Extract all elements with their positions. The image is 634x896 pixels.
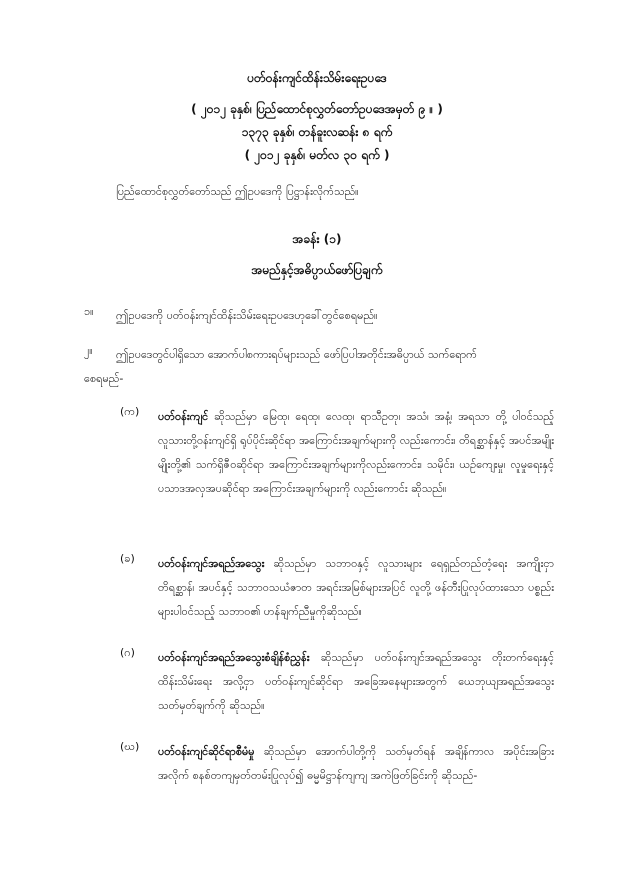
definition-ka — [0, 405, 634, 545]
enactment-clause: ပြည်ထောင်စုလွှတ်တော်သည် ဤဥပဒေကို ပြဋ္ဌာန်းလိုက်သည်။ — [116, 185, 359, 198]
definition-text: ဆိုသည်မှာ သဘာဝနှင့် လူသားများ ရေရှည်တည်တံ့ရေး အကျိုးငှာ တိရစ္ဆာန်၊ အပင်နှင့် သဘာဝသယံဇာတ အရင်းအမြစ်များအပြင် လူတို့ ဖန်တီးပြုလုပ်ထားသော ပစ္စည်းများပါဝင်သည့် သဘာဝ၏ ဟန်ချက်ညီမှုကိုဆိုသည်။ — [158, 557, 554, 618]
definition-body — [158, 552, 554, 624]
definition-body — [158, 646, 554, 718]
definition-number: (ခ) — [120, 552, 135, 565]
definition-text: ဆိုသည်မှာ အောက်ပါတို့ကို သတ်မှတ်ရန် အချိန်ကာလ အပိုင်းအခြားအလိုက် စနစ်တကျမှတ်တမ်းပြုလုပ်၍ ဓမ္မမိဋ္ဌာန်ကျကျ အကဲဖြတ်ခြင်းကို ဆိုသည်- — [158, 745, 554, 782]
section-text: ဤဥပဒေကို ပတ်ဝန်းကျင်ထိန်းသိမ်းရေးဥပဒေဟုခေါ်တွင်စေရမည်။ — [116, 309, 378, 322]
law-title: ပတ်ဝန်းကျင်ထိန်းသိမ်းရေးဥပဒေ — [247, 71, 387, 85]
definition-body — [158, 740, 554, 788]
section-text: ဤဥပဒေတွင်ပါရှိသော အောက်ပါစကားရပ်များသည် ဖော်ပြပါအတိုင်းအဓိပ္ပာယ် သက်ရောက် — [116, 348, 477, 361]
section-number: ၁။ — [84, 305, 94, 318]
law-number: ( ၂၀၁၂ ခုနှစ်၊ ပြည်ထောင်စုလွှတ်တော်ဥပဒေအမှတ် ၉ ။ ) — [191, 102, 443, 116]
definition-number: (က) — [120, 405, 140, 418]
section-number: ၂။ — [84, 344, 93, 357]
myanmar-date: ၁၃၇၃ ခုနှစ်၊ တန်ခူးလဆန်း ၈ ရက် — [241, 125, 393, 139]
chapter-label: အခန်း (၁) — [292, 232, 342, 246]
definition-number: (ဂ) — [120, 646, 135, 659]
definition-body — [158, 405, 554, 501]
definition-kha — [0, 552, 634, 632]
section-continuation: စေရမည်- — [84, 372, 124, 385]
definition-term: ပတ်ဝန်းကျင်အရည်အသွေး — [158, 557, 265, 570]
definition-number: (ဃ) — [120, 740, 140, 753]
chapter-title: အမည်နှင့်အဓိပ္ပာယ်ဖော်ပြချက် — [251, 263, 383, 277]
definition-term: ပတ်ဝန်းကျင်အရည်အသွေးစံချိန်စံညွှန်း — [158, 651, 310, 664]
definition-term: ပတ်ဝန်းကျင် — [158, 410, 209, 423]
definition-text: ဆိုသည်မှာ ပတ်ဝန်းကျင်အရည်အသွေး တိုးတက်ရေးနှင့် ထိန်းသိမ်းရေး အလို့ငှာ ပတ်ဝန်းကျင်ဆိုင်ရာ အခြေအနေများအတွက် ယေဘုယျအရည်အသွေး သတ်မှတ်ချက်ကို ဆိုသည်။ — [158, 651, 554, 712]
definition-term: ပတ်ဝန်းကျင်ဆိုင်ရာစီမံမှု — [158, 745, 255, 758]
gregorian-date: ( ၂၀၁၂ ခုနှစ်၊ မတ်လ ၃၀ ရက် ) — [244, 148, 390, 162]
definition-gha — [0, 740, 634, 830]
definition-text: ဆိုသည်မှာ မြေထု၊ ရေထု၊ လေထု၊ ရာသီဥတု၊ အသံ၊ အနံ့၊ အရသာ တို့ ပါဝင်သည့် လူသားတို့ဝန်းကျင်ရှိ ရုပ်ပိုင်းဆိုင်ရာ အကြောင်းအချက်များကို လည်းကောင်း၊ တိရစ္ဆာန်နှင့် အပင်အမျိုးမျိုးတို့၏ သက်ရှိဇီဝဆိုင်ရာ အကြောင်းအချက်များကိုလည်းကောင်း၊ သမိုင်း၊ ယဉ်ကျေးမှု၊ လူမှုရေးနှင့် ပသာဒအလှအပဆိုင်ရာ အကြောင်းအချက်များကို လည်းကောင်း ဆိုသည်။ — [158, 410, 554, 495]
definition-ga — [0, 646, 634, 726]
